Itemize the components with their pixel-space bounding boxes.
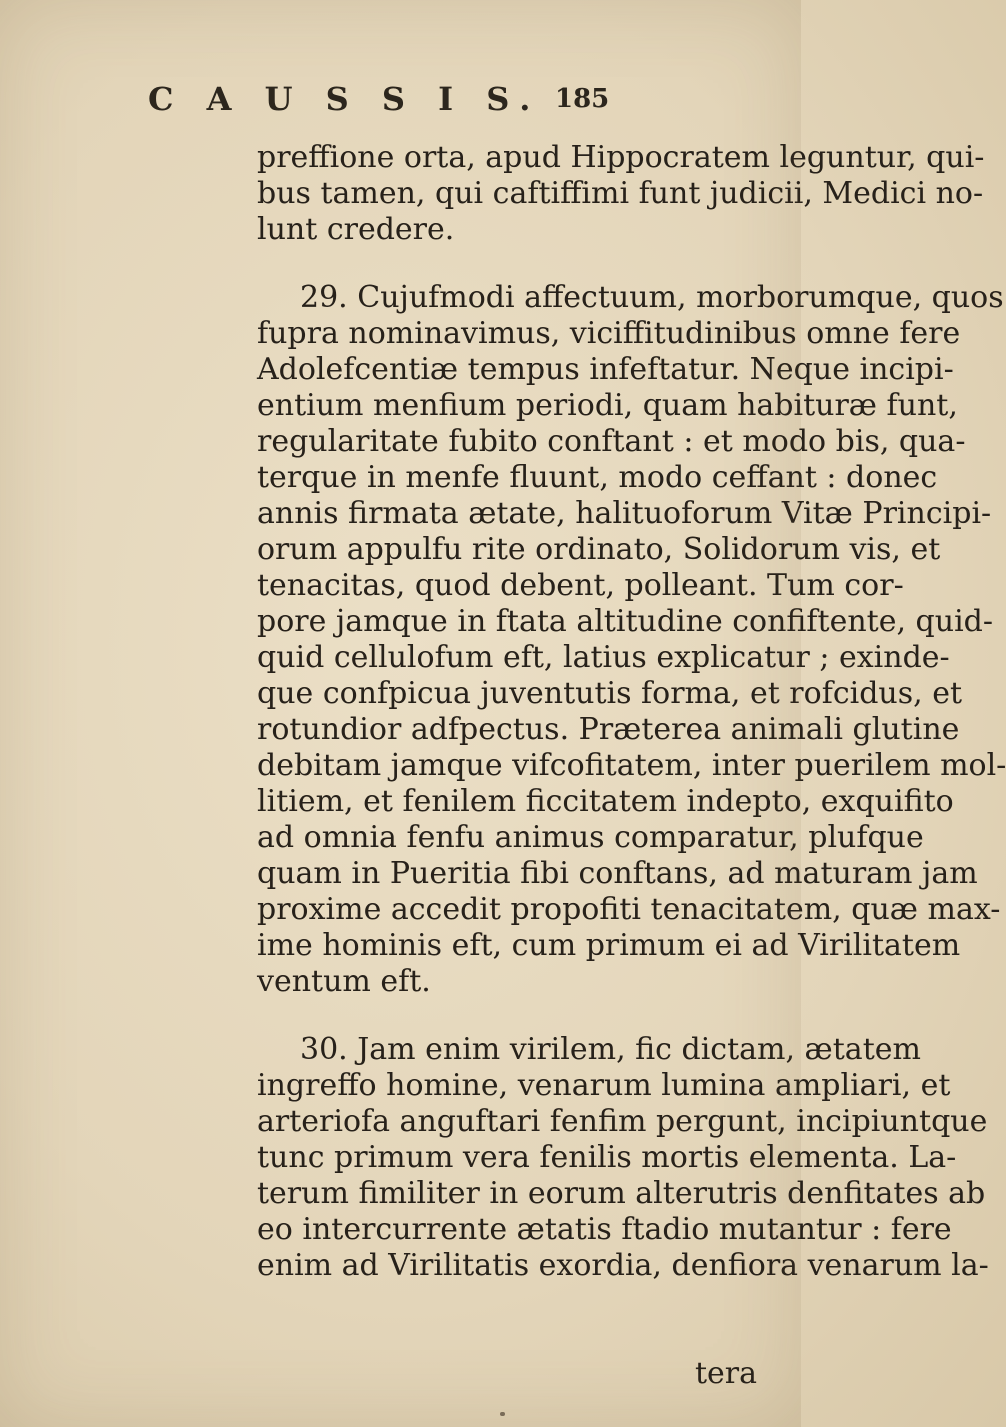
- text-line: ventum eft.: [257, 964, 431, 999]
- running-title: C A U S S I S.: [148, 80, 542, 118]
- text-line: proxime accedit propofiti tenacitatem, quæ max-: [257, 892, 1001, 927]
- text-line: arteriofa anguftari fenfim pergunt, incipiuntque: [257, 1104, 988, 1139]
- text-line: orum appulfu rite ordinato, Solidorum vis, et: [257, 532, 941, 567]
- catchword: tera: [695, 1356, 758, 1391]
- text-line: quam in Pueritia fibi conftans, ad maturam jam: [257, 856, 978, 891]
- text-line: quid cellulofum eft, latius explicatur ; exinde-: [257, 640, 950, 675]
- section-29-first-line: 29. Cujufmodi affectuum, morborumque, quos: [300, 280, 1004, 315]
- text-line: litiem, et fenilem ficcitatem indepto, exquifito: [257, 784, 954, 819]
- text-line: terum fimiliter in eorum alterutris denfitates ab: [257, 1176, 986, 1211]
- text-line: eo intercurrente ætatis ftadio mutantur : fere: [257, 1212, 952, 1247]
- text-line: annis firmata ætate, halituoforum Vitæ Principi-: [257, 496, 992, 531]
- text-line: lunt credere.: [257, 212, 455, 247]
- page-number: 185: [555, 84, 610, 114]
- text-line: entium menfium periodi, quam habituræ funt,: [257, 388, 958, 423]
- text-line: ime hominis eft, cum primum ei ad Virilitatem: [257, 928, 961, 963]
- text-line: ingreffo homine, venarum lumina ampliari, et: [257, 1068, 951, 1103]
- text-line: que confpicua juventutis forma, et rofcidus, et: [257, 676, 963, 711]
- text-line: terque in menfe fluunt, modo ceffant : donec: [257, 460, 938, 495]
- text-line: debitam jamque vifcofitatem, inter puerilem mol-: [257, 748, 1006, 783]
- text-line: enim ad Virilitatis exordia, denfiora venarum la-: [257, 1248, 989, 1283]
- ink-speck: [500, 1412, 505, 1416]
- text-line: preffione orta, apud Hippocratem leguntur, qui-: [257, 140, 985, 175]
- text-line: fupra nominavimus, viciffitudinibus omne fere: [257, 316, 961, 351]
- text-line: tunc primum vera fenilis mortis elementa. La-: [257, 1140, 957, 1175]
- section-30-first-line: 30. Jam enim virilem, fic dictam, ætatem: [300, 1032, 921, 1067]
- text-line: ad omnia fenfu animus comparatur, plufque: [257, 820, 924, 855]
- text-line: tenacitas, quod debent, polleant. Tum cor-: [257, 568, 904, 603]
- text-line: rotundior adfpectus. Præterea animali glutine: [257, 712, 960, 747]
- text-line: regularitate fubito conftant : et modo bis, qua-: [257, 424, 966, 459]
- text-line: bus tamen, qui caftiffimi funt judicii, Medici no-: [257, 176, 984, 211]
- text-line: Adolefcentiæ tempus infeftatur. Neque incipi-: [257, 352, 954, 387]
- text-line: pore jamque in ftata altitudine confiftente, quid-: [257, 604, 994, 639]
